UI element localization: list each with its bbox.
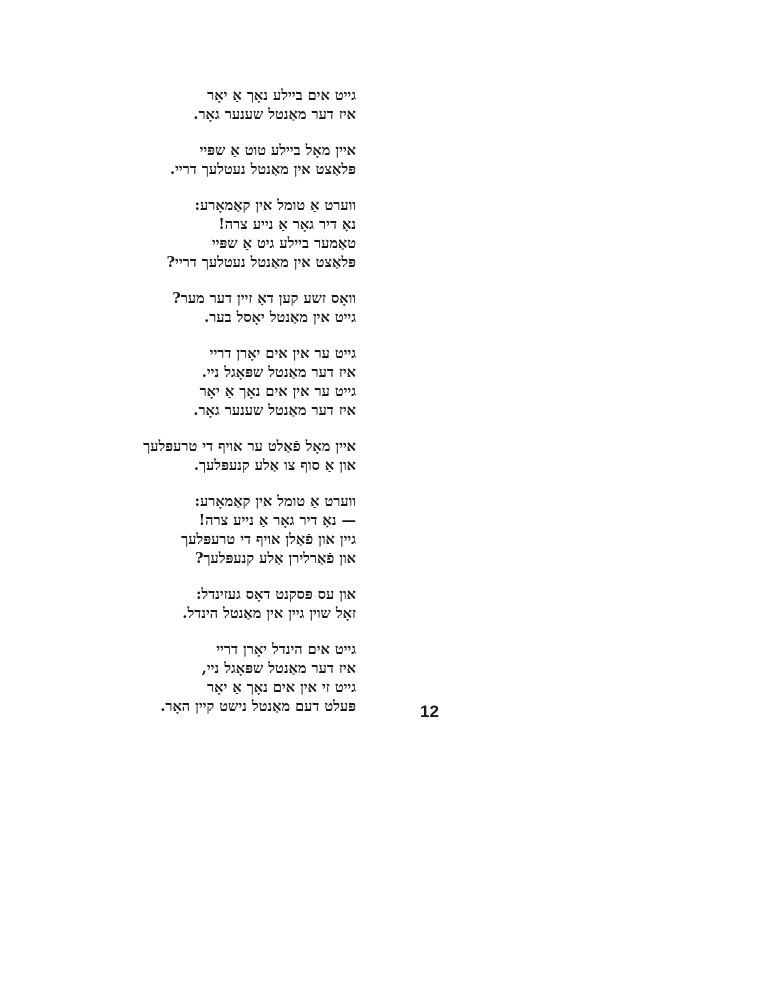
poem-text [96,86,356,716]
poem-line: איז דער מאַנטל שענער גאָר. [193,106,356,123]
poem-line: נאָ דיר גאָר אַ נייע צרה! [218,216,356,233]
stanza-6 [96,437,356,475]
poem-line: איז דער מאַנטל שפּאָגל ניי, [201,660,356,677]
poem-line: גייט ער אין אים יאָרן דריי [209,345,356,362]
poem-line: און עס פּסקנט דאָס געזינדל: [196,586,356,603]
poem-line: גייט ער אין אים נאָך אַ יאָר [199,383,356,400]
stanza-9 [96,640,356,716]
poem-line: פּלאַצט אין מאַנטל נעטלעך דריי. [169,161,356,178]
poem-line: גייט זי אין אים נאָך אַ יאָר [207,679,356,696]
poem-line: גייט אין מאַנטל יאָסל בער. [204,309,356,326]
poem-line: איז דער מאַנטל שפּאָגל ניי. [201,364,356,381]
page-number: 12 [420,702,439,721]
poem-line: און אַ סוף צו אַלע קנעפּלעך. [193,457,356,474]
poem-line: גייט אים ביילע נאָך אַ יאָר [207,87,356,104]
stanza-7 [96,492,356,568]
poem-line: ווערט אַ טומל אין קאַמאָרע: [194,493,356,510]
poem-line: גייט אים הינדל יאָרן דריי [216,641,356,658]
stanza-3 [96,196,356,272]
poem-line: איז דער מאַנטל שענער גאָר. [193,402,356,419]
poem-line: זאָל שוין גיין אין מאַנטל הינדל. [182,605,356,622]
poem-line: פּלאַצט אין מאַנטל נעטלעך דריי? [166,254,356,271]
poem-line: גיין און פֿאַלן אויף די טרעפּלעך [181,531,356,548]
stanza-8 [96,585,356,623]
poem-line: איין מאָל פֿאַלט ער אויף די טרעפּלעך [143,438,356,455]
poem-line: ווערט אַ טומל אין קאַמאָרע: [194,197,356,214]
stanza-2 [96,141,356,179]
stanza-1 [96,86,356,124]
stanza-5 [96,344,356,420]
poem-line: טאַמער ביילע גיט אַ שפּיי [211,235,356,252]
stanza-4 [96,289,356,327]
poem-line: — נאָ דיר גאָר אַ נייע צרה! [198,512,356,529]
poem-line: וואָס זשע קען דאָ זיין דער מער? [172,290,356,307]
poem-line: איין מאָל ביילע טוט אַ שפּיי [199,142,356,159]
poem-line: און פֿאַרלירן אַלע קנעפּלעך? [194,550,356,567]
poem-line: פּעלט דעם מאַנטל נישט קיין האָר. [160,698,356,715]
